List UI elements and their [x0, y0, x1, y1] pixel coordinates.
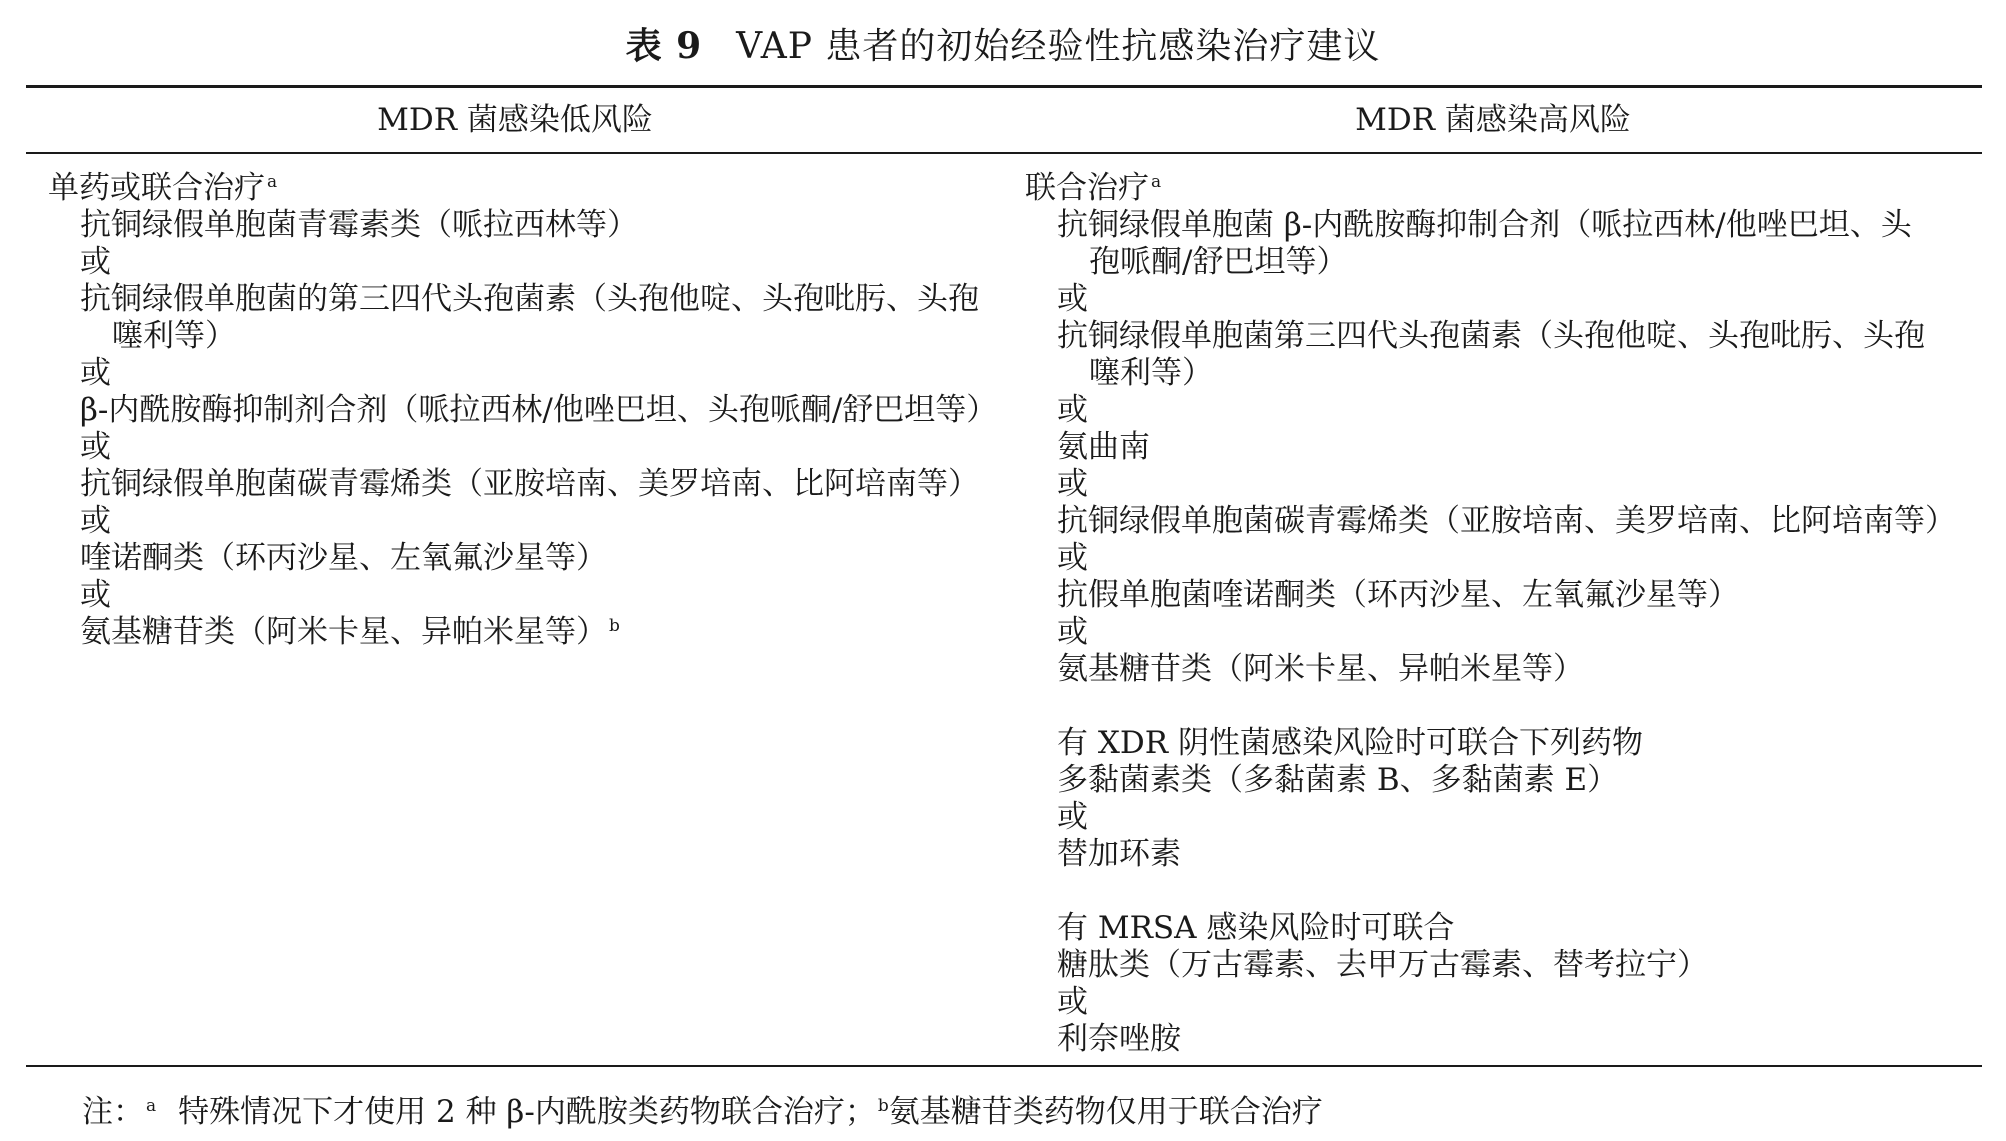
table-number: 表 9 — [625, 25, 703, 67]
list-item: 氨基糖苷类（阿米卡星、异帕米星等） — [1057, 651, 1584, 687]
mrsa-heading: 有 MRSA 感染风险时可联合 — [1057, 910, 1455, 946]
list-item: 糖肽类（万古霉素、去甲万古霉素、替考拉宁） — [1057, 947, 1708, 983]
list-item: 抗铜绿假单胞菌青霉素类（哌拉西林等） — [80, 207, 638, 243]
low-risk-heading: 单药或联合治疗 $^a$ — [48, 170, 278, 206]
list-item: 抗铜绿假单胞菌 β-内酰胺酶抑制合剂（哌拉西林/他唑巴坦、头 — [1057, 207, 1912, 243]
list-item: β-内酰胺酶抑制剂合剂（哌拉西林/他唑巴坦、头孢哌酮/舒巴坦等） — [80, 392, 998, 428]
or-separator: 或 — [80, 503, 111, 539]
bottom-rule — [26, 1065, 1982, 1067]
spacer — [1025, 873, 1975, 910]
low-risk-column — [48, 170, 1018, 651]
list-item-continuation: 噻利等） — [1089, 355, 1213, 391]
table-title — [0, 18, 2006, 75]
list-item: 氨基糖苷类（阿米卡星、异帕米星等） $^b$ — [80, 614, 620, 650]
or-separator: 或 — [80, 355, 111, 391]
or-separator: 或 — [80, 577, 111, 613]
list-item: 多黏菌素类（多黏菌素 B、多黏菌素 E） — [1057, 762, 1619, 798]
or-separator: 或 — [80, 429, 111, 465]
header-high-risk: MDR 菌感染高风险 — [1355, 102, 1631, 138]
header-rule — [26, 152, 1982, 154]
list-item: 喹诺酮类（环丙沙星、左氧氟沙星等） — [80, 540, 607, 576]
high-risk-heading: 联合治疗 $^a$ — [1025, 170, 1162, 206]
list-item: 抗铜绿假单胞菌碳青霉烯类（亚胺培南、美罗培南、比阿培南等） — [80, 466, 979, 502]
top-rule — [26, 85, 1982, 88]
list-item: 抗铜绿假单胞菌第三四代头孢菌素（头孢他啶、头孢吡肟、头孢 — [1057, 318, 1925, 354]
xdr-heading: 有 XDR 阴性菌感染风险时可联合下列药物 — [1057, 725, 1643, 761]
list-item: 利奈唑胺 — [1057, 1021, 1181, 1057]
list-item: 抗铜绿假单胞菌碳青霉烯类（亚胺培南、美罗培南、比阿培南等） — [1057, 503, 1956, 539]
list-item: 抗假单胞菌喹诺酮类（环丙沙星、左氧氟沙星等） — [1057, 577, 1739, 613]
or-separator: 或 — [1057, 984, 1088, 1020]
list-item: 氨曲南 — [1057, 429, 1150, 465]
or-separator: 或 — [1057, 392, 1088, 428]
table-title-text: VAP 患者的初始经验性抗感染治疗建议 — [736, 26, 1381, 67]
high-risk-column — [1025, 170, 1975, 1058]
table-footnote: 注： $^a$ 特殊情况下才使用 2 种 β-内酰胺类药物联合治疗； $^b$氨基糖苷类药物仅用于联合治疗 — [82, 1094, 1323, 1130]
list-item: 抗铜绿假单胞菌的第三四代头孢菌素（头孢他啶、头孢吡肟、头孢 — [80, 281, 979, 317]
or-separator: 或 — [1057, 799, 1088, 835]
header-low-risk: MDR 菌感染低风险 — [377, 102, 653, 138]
or-separator: 或 — [80, 244, 111, 280]
list-item: 替加环素 — [1057, 836, 1181, 872]
or-separator: 或 — [1057, 614, 1088, 650]
or-separator: 或 — [1057, 281, 1088, 317]
or-separator: 或 — [1057, 540, 1088, 576]
list-item-continuation: 噻利等） — [112, 318, 236, 354]
spacer — [1025, 688, 1975, 725]
or-separator: 或 — [1057, 466, 1088, 502]
list-item-continuation: 孢哌酮/舒巴坦等） — [1089, 244, 1348, 280]
